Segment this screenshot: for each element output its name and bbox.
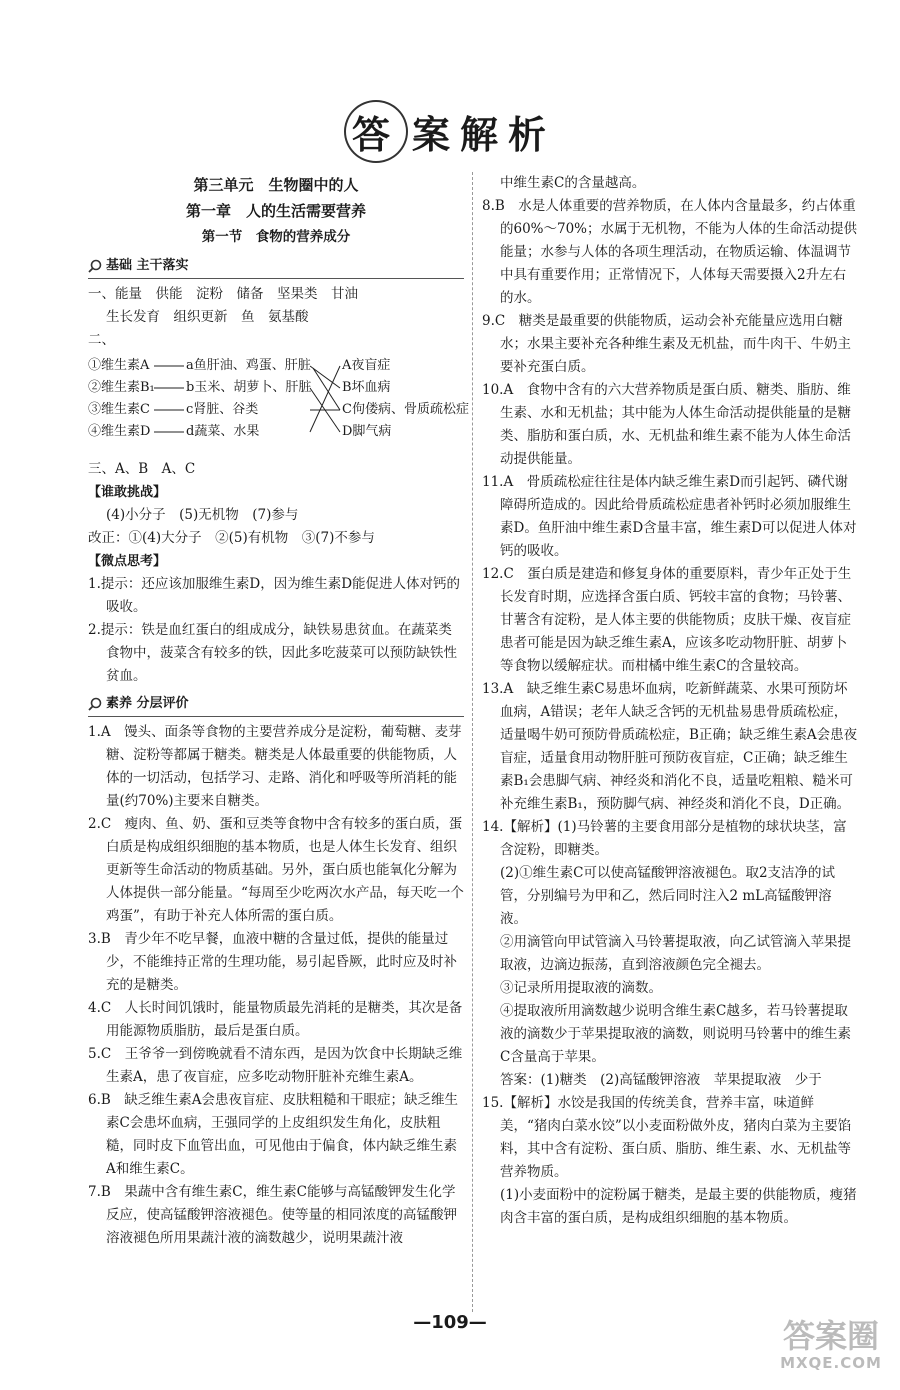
answer-14-part3: ②用滴管向甲试管滴入马铃薯提取液，向乙试管滴入苹果提取液，边滴边振荡，直到溶液颜色完全褪去。 xyxy=(500,934,851,973)
q2-label: 二、 xyxy=(88,332,115,348)
heading-basic xyxy=(88,254,464,279)
chapter-title: 第一章 人的生活需要营养 xyxy=(185,202,366,220)
answer-8: 8.B 水是人体重要的营养物质，在人体内含量最多，约占体重的60%～70%；水属于无机物，不能为人体的生命活动提供能量；水参与人体的各项生理活动，在物质运输、体温调节中具有重要作用；正常情况下，人体每天需要摄入2升左右的水。 xyxy=(482,198,858,306)
matching-diagram xyxy=(88,356,469,452)
match-mid-2: b玉米、胡萝卜、肝脏 xyxy=(186,380,312,395)
match-left-4: ④维生素D xyxy=(88,424,151,439)
answer-3: 3.B 青少年不吃早餐，血液中糖的含量过低，提供的能量过少，不能维持正常的生理功能，易引起昏厥，此时应及时补充的是糖类。 xyxy=(88,931,457,993)
q1-line1: 一、能量 供能 淀粉 储备 坚果类 甘油 xyxy=(88,286,358,302)
match-right-2: B坏血病 xyxy=(342,380,391,395)
answer-15-analysis: 15.【解析】水饺是我国的传统美食，营养丰富，味道鲜美，“猪肉白菜水饺”以小麦面粉做外皮，猪肉白菜为主要馅料，其中含有淀粉、蛋白质、脂肪、维生素、水、无机盐等营养物质。 xyxy=(482,1095,852,1180)
challenge-heading: 【谁敢挑战】 xyxy=(88,485,167,500)
section-title: 第一节 食物的营养成分 xyxy=(201,229,351,245)
answer-14-part2: (2)①维生素C可以使高锰酸钾溶液褪色。取2支洁净的试管，分别编号为甲和乙，然后同时注入2 mL高锰酸钾溶液。 xyxy=(500,865,836,927)
answer-7: 7.B 果蔬中含有维生素C，维生素C能够与高锰酸钾发生化学反应，使高锰酸钾溶液褪色。使等量的相同浓度的高锰酸钾溶液褪色所用果蔬汁液的滴数越少，说明果蔬汁液 xyxy=(88,1184,457,1246)
page-title xyxy=(344,100,556,163)
answer-15-part1: (1)小麦面粉中的淀粉属于糖类，是最主要的供能物质，瘦猪肉含丰富的蛋白质，是构成组织细胞的基本物质。 xyxy=(500,1187,857,1226)
column-divider xyxy=(472,172,473,1312)
answer-14-part4: ③记录所用提取液的滴数。 xyxy=(500,980,662,996)
match-mid-1: a鱼肝油、鸡蛋、肝脏 xyxy=(186,358,311,373)
answer-12: 12.C 蛋白质是建造和修复身体的重要原料，青少年正处于生长发育时期，应选择含蛋白质、钙较丰富的食物；马铃薯、甘薯含有淀粉，是人体主要的供能物质；皮肤干燥、夜盲症患者可能是因为缺乏维生素A，应该多吃动物肝脏、胡萝卜等食物以缓解症状。而柑橘中维生素C的含量较高。 xyxy=(482,566,852,674)
challenge-line1: (4)小分子 (5)无机物 (7)参与 xyxy=(106,507,299,523)
watermark-big: 答案圈 xyxy=(782,1317,879,1355)
answer-7-continued: 中维生素C的含量越高。 xyxy=(500,175,646,191)
answer-4: 4.C 人长时间饥饿时，能量物质最先消耗的是糖类，其次是备用能源物质脂肪，最后是蛋白质。 xyxy=(88,1000,463,1039)
match-right-4: D脚气病 xyxy=(342,424,392,439)
match-left-3: ③维生素C xyxy=(88,402,150,417)
heading-basic-label: 基础 主干落实 xyxy=(106,258,189,273)
unit-title: 第三单元 生物圈中的人 xyxy=(193,176,359,194)
match-left-1: ①维生素A xyxy=(88,358,150,373)
answer-13: 13.A 缺乏维生素C易患坏血病，吃新鲜蔬菜、水果可预防坏血病，A错误；老年人缺乏含钙的无机盐易患骨质疏松症，适量喝牛奶可预防骨质疏松症，B正确；缺乏维生素A会患夜盲症，适量食用动物肝脏可预防夜盲症，C正确；缺乏维生素B₁会患脚气病、神经炎和消化不良，适量吃粗粮、糙米可补充维生素B₁，预防脚气病、神经炎和消化不良，D正确。 xyxy=(482,681,858,812)
magnifier-icon xyxy=(88,697,102,711)
answer-6: 6.B 缺乏维生素A会患夜盲症、皮肤粗糙和干眼症；缺乏维生素C会患坏血病，王强同学的上皮组织发生角化，皮肤粗糙，同时皮下血管出血，可见他由于偏食，体内缺乏维生素A和维生素C。 xyxy=(88,1092,459,1177)
title-first-char: 答 xyxy=(344,100,408,163)
answer-9: 9.C 糖类是最重要的供能物质，运动会补充能量应选用白糖水；水果主要补充各种维生素及无机盐，而牛肉干、牛奶主要补充蛋白质。 xyxy=(482,313,851,375)
match-right-3: C佝偻病、骨质疏松症 xyxy=(342,402,469,417)
answer-1: 1.A 馒头、面条等食物的主要营养成分是淀粉，葡萄糖、麦芽糖、淀粉等都属于糖类。糖类是人体最重要的供能物质，人体的一切活动，包括学习、走路、消化和呼吸等所消耗的能量(约70%)主要来自糖类。 xyxy=(88,724,462,809)
heading-evaluation xyxy=(88,692,464,717)
q1-line2: 生长发育 组织更新 鱼 氨基酸 xyxy=(106,309,309,325)
answer-14-part5: ④提取液所用滴数越少说明含维生素C越多，若马铃薯提取液的滴数少于苹果提取液的滴数，则说明马铃薯中的维生素C含量高于苹果。 xyxy=(500,1003,851,1065)
left-column xyxy=(88,172,469,1250)
think-1: 1.提示：还应该加服维生素D，因为维生素D能促进人体对钙的吸收。 xyxy=(88,576,461,615)
answer-11: 11.A 骨质疏松症往往是体内缺乏维生素D而引起钙、磷代谢障碍所造成的。因此给骨质疏松症患者补钙时必须加服维生素D。鱼肝油中维生素D含量丰富，维生素D可以促进人体对钙的吸收。 xyxy=(482,474,857,559)
match-left-2: ②维生素B₁ xyxy=(88,380,155,395)
answer-10: 10.A 食物中含有的六大营养物质是蛋白质、糖类、脂肪、维生素、水和无机盐；其中能为人体生命活动提供能量的是糖类、脂肪和蛋白质，水、无机盐和维生素不能为人体生命活动提供能量。 xyxy=(482,382,851,467)
answer-5: 5.C 王爷爷一到傍晚就看不清东西，是因为饮食中长期缺乏维生素A，患了夜盲症，应多吃动物肝脏补充维生素A。 xyxy=(88,1046,463,1085)
answer-14-key: 答案：(1)糖类 (2)高锰酸钾溶液 苹果提取液 少于 xyxy=(500,1072,822,1088)
match-right-1: A夜盲症 xyxy=(342,358,391,373)
watermark-small: MXQE.COM xyxy=(780,1354,882,1372)
q3: 三、A、B A、C xyxy=(88,461,196,477)
match-mid-4: d蔬菜、水果 xyxy=(186,424,260,439)
page-number: —109— xyxy=(413,1312,487,1333)
heading-evaluation-label: 素养 分层评价 xyxy=(106,696,189,711)
right-column xyxy=(482,172,858,1230)
answer-14-analysis: 14.【解析】(1)马铃薯的主要食用部分是植物的球状块茎，富含淀粉，即糖类。 xyxy=(482,819,847,858)
think-2: 2.提示：铁是血红蛋白的组成成分，缺铁易患贫血。在蔬菜类食物中，菠菜含有较多的铁，因此多吃菠菜可以预防缺铁性贫血。 xyxy=(88,622,457,684)
watermark-logo xyxy=(776,1318,886,1380)
challenge-line2: 改正：①(4)大分子 ②(5)有机物 ③(7)不参与 xyxy=(88,530,375,546)
page-header xyxy=(0,100,900,163)
magnifier-icon xyxy=(88,259,102,273)
answer-2: 2.C 瘦肉、鱼、奶、蛋和豆类等食物中含有较多的蛋白质，蛋白质是构成组织细胞的基本物质，也是人体生长发育、组织更新等生命活动的物质基础。另外，蛋白质也能氧化分解为人体提供一部分能量。“每周至少吃两次水产品，每天吃一个鸡蛋”，有助于补充人体所需的蛋白质。 xyxy=(88,816,464,924)
title-rest: 案解析 xyxy=(412,113,557,157)
match-mid-3: c肾脏、谷类 xyxy=(186,402,259,417)
think-heading: 【微点思考】 xyxy=(88,554,167,569)
